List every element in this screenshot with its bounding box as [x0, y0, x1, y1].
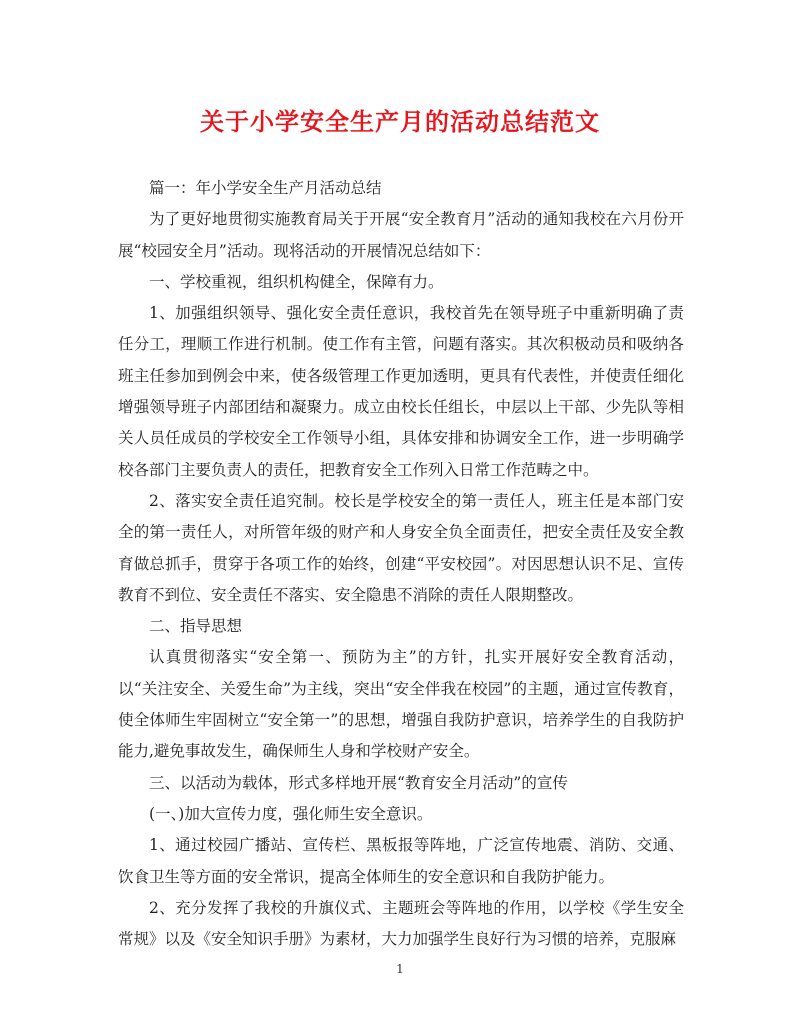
paragraph-intro: 为了更好地贯彻实施教育局关于开展“安全教育月”活动的通知我校在六月份开展“校园安全月”活动。现将活动的开展情况总结如下：: [118, 210, 684, 260]
page-number: 1: [396, 962, 404, 976]
paragraph-section-heading: 篇一：年小学安全生产月活动总结: [149, 179, 382, 197]
paragraph-heading-1: 一、学校重视，组织机构健全，保障有力。: [149, 272, 444, 291]
paragraph-item-3-1-1: 1、通过校园广播站、宣传栏、黑板报等阵地，广泛宣传地震、消防、交通、饮食卫生等方面的安全常识，提高全体师生的安全意识和自我防护能力。: [118, 836, 684, 886]
paragraph-guiding-idea: 认真贯彻落实“安全第一、预防为主”的方针，扎实开展好安全教育活动，以“关注安全、关爱生命”为主线，突出“安全伴我在校园”的主题，通过宣传教育，使全体师生牢固树立“安全第一”的思想，增强自我防护意识，培养学生的自我防护能力,避免事故发生，确保师生人身和学校财产安全。: [118, 648, 684, 761]
paragraph-heading-2: 二、指导思想: [149, 617, 243, 636]
paragraph-item-1-2: 2、落实安全责任追究制。校长是学校安全的第一责任人，班主任是本部门安全的第一责任人，对所管年级的财产和人身安全负全面责任，把安全责任及安全教育做总抓手，贯穿于各项工作的始终，创建“平安校园”。对因思想认识不足、宣传教育不到位、安全责任不落实、安全隐患不消除的责任人限期整改。: [118, 491, 684, 604]
paragraph-item-1-1: 1、加强组织领导、强化安全责任意识，我校首先在领导班子中重新明确了责任分工，理顺工作进行机制。使工作有主管，问题有落实。其次积极动员和吸纳各班主任参加到例会中来，使各级管理工作更加透明，更具有代表性，并使责任细化增强领导班子内部团结和凝聚力。成立由校长任组长，中层以上干部、少先队等相关人员任成员的学校安全工作领导小组，具体安排和协调安全工作，进一步明确学校各部门主要负责人的责任，把教育安全工作列入日常工作范畴之中。: [118, 304, 684, 479]
document-body: [118, 173, 684, 955]
document-title: 关于小学安全生产月的活动总结范文: [200, 107, 600, 136]
paragraph-heading-3: 三、以活动为载体，形式多样地开展“教育安全月活动”的宣传: [149, 773, 568, 792]
paragraph-subheading-3-1: (一、)加大宣传力度，强化师生安全意识。: [149, 804, 433, 823]
paragraph-item-3-1-2: 2、充分发挥了我校的升旗仪式、主题班会等阵地的作用，以学校《学生安全常规》以及《安全知识手册》为素材，大力加强学生良好行为习惯的培养，克服麻: [118, 898, 684, 949]
